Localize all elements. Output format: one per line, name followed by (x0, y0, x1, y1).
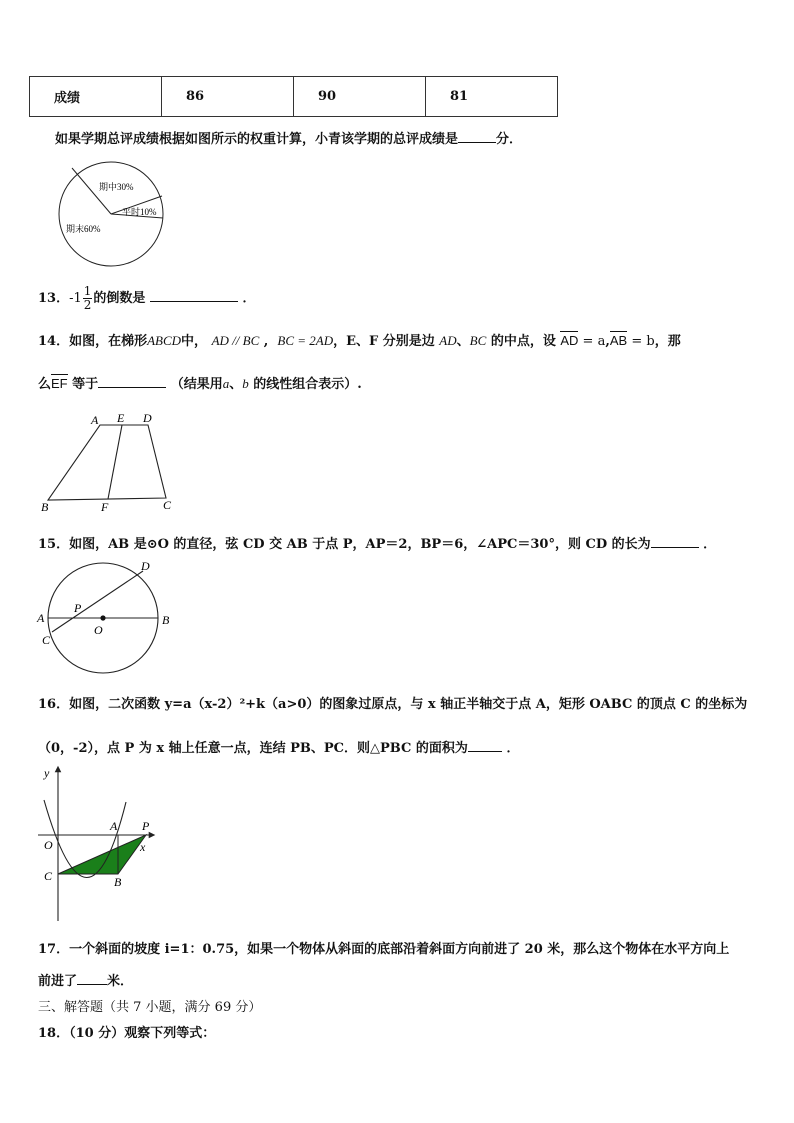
question-16-line2 (38, 737, 519, 756)
q14-text3: ，那 (654, 334, 681, 349)
table-cell: 86 (162, 77, 294, 117)
q14-line2-mid: 等于 (72, 377, 99, 392)
label-d: D (143, 411, 152, 425)
q14-sep2: 、 (229, 377, 243, 392)
answer-blank (77, 972, 107, 985)
label-o: O (44, 838, 53, 852)
q14-cond1: AD // BC (211, 333, 260, 348)
question-16 (38, 693, 747, 712)
table-cell: 成绩 (30, 77, 162, 117)
label-b: B (162, 613, 170, 627)
score-table (29, 76, 558, 117)
question-14: 14．如图，在梯形ABCD中， AD // BC , BC = 2AD，E、F 分别是边 AD、BC 的中点，设 AD = a,AB = b，那 (38, 333, 681, 349)
label-c: C (163, 498, 172, 512)
label-a: A (37, 611, 45, 625)
trapezoid-abcd (48, 425, 166, 500)
q14-shape: ABCD (147, 333, 182, 348)
parabola-figure (36, 764, 158, 924)
q13-text: 的倒数是 (93, 291, 146, 306)
q13-suffix: ． (242, 291, 256, 306)
table-cell: 90 (294, 77, 426, 117)
q14-b: b (242, 376, 249, 391)
trapezoid-figure (36, 408, 186, 516)
label-b: B (41, 500, 49, 514)
q17-line1: 17．一个斜面的坡度 i=1：0.75，如果一个物体从斜面的底部沿着斜面方向前进了 20 米，那么这个物体在水平方向上 (38, 942, 730, 957)
label-p: P (74, 601, 82, 615)
q14-line2-end: 的线性组合表示）. (253, 377, 362, 392)
weight-pie-chart (52, 160, 170, 272)
q16-line2: （0，-2），点 P 为 x 轴上任意一点，连结 PB、PC．则△PBC 的面积为 (38, 741, 468, 756)
q14-ad: AD (439, 333, 457, 348)
vector-ab: AB (609, 333, 628, 348)
q14-cond2: BC = 2AD (277, 333, 334, 348)
q14-bc: BC (469, 333, 487, 348)
label-x: x (140, 840, 146, 854)
q13-number: 13． (38, 291, 70, 306)
answer-blank (458, 130, 496, 143)
table-cell: 81 (426, 77, 558, 117)
q14-sep: 、 (456, 334, 470, 349)
pie-label-daily: 平时10% (122, 207, 157, 217)
q14-line2-tail: （结果用 (170, 377, 223, 392)
vector-ad: AD (560, 333, 579, 348)
pie-label-midterm: 期中30% (99, 182, 134, 192)
vector-ef: EF (51, 376, 68, 391)
label-e: E (117, 411, 125, 425)
label-b: B (114, 875, 122, 889)
circle-figure (34, 556, 180, 678)
q14-text2: 的中点，设 (490, 334, 556, 349)
fraction-denominator: 2 (83, 298, 92, 312)
q13-integer: -1 (69, 291, 82, 306)
answer-blank (98, 375, 166, 388)
q14-mid: 中， (181, 334, 208, 349)
triangle-pbc (58, 835, 146, 874)
label-y: y (44, 766, 50, 780)
question-12 (55, 128, 522, 147)
question-18: 18．（10 分）观察下列等式： (38, 1026, 216, 1041)
q14-eq-b: = b (627, 334, 655, 349)
q16-line1: 16．如图，二次函数 y=a（x-2）²+k（a>0）的图象过原点，与 x 轴正半轴交于点 A，矩形 OABC 的顶点 C 的坐标为 (38, 697, 748, 712)
q17-suffix: 米． (107, 974, 134, 989)
question-13 (38, 285, 256, 312)
q14-line2-start: 么 (38, 377, 52, 392)
q14-number: 14．如图，在梯形 (38, 334, 148, 349)
q12-suffix: 分． (496, 132, 523, 147)
question-15 (38, 533, 716, 552)
q14-eq-a: = a (578, 334, 606, 349)
label-a: A (91, 413, 99, 427)
q16-suffix: ． (506, 741, 520, 756)
center-point (100, 615, 105, 620)
question-17-line2 (38, 970, 133, 989)
q14-text1: ，E、F 分别是边 (333, 334, 435, 349)
question-14-line2 (38, 373, 362, 392)
q14-a: a (222, 376, 230, 391)
q15-suffix: ． (703, 537, 717, 552)
label-c: C (42, 633, 51, 647)
question-17 (38, 938, 729, 957)
pie-label-final: 期末60% (66, 224, 101, 234)
label-f: F (101, 500, 109, 514)
answer-blank (150, 289, 238, 302)
label-a: A (110, 819, 118, 833)
table-row (30, 77, 558, 117)
label-p: P (142, 819, 150, 833)
answer-blank (651, 535, 699, 548)
q15-text: 15．如图，AB 是⊙O 的直径，弦 CD 交 AB 于点 P，AP＝2，BP＝6，∠APC＝30°，则 CD 的长为 (38, 537, 651, 552)
segment-ef (108, 425, 122, 499)
section-heading: 三、解答题（共 7 小题，满分 69 分） (38, 1000, 262, 1015)
label-c: C (44, 869, 53, 883)
answer-blank (468, 739, 502, 752)
q12-text: 如果学期总评成绩根据如图所示的权重计算，小青该学期的总评成绩是 (55, 132, 459, 147)
fraction-numerator: 1 (83, 284, 92, 298)
label-d: D (141, 559, 150, 573)
q13-fraction (83, 285, 93, 312)
q17-line2: 前进了 (38, 974, 78, 989)
label-o: O (94, 623, 103, 637)
